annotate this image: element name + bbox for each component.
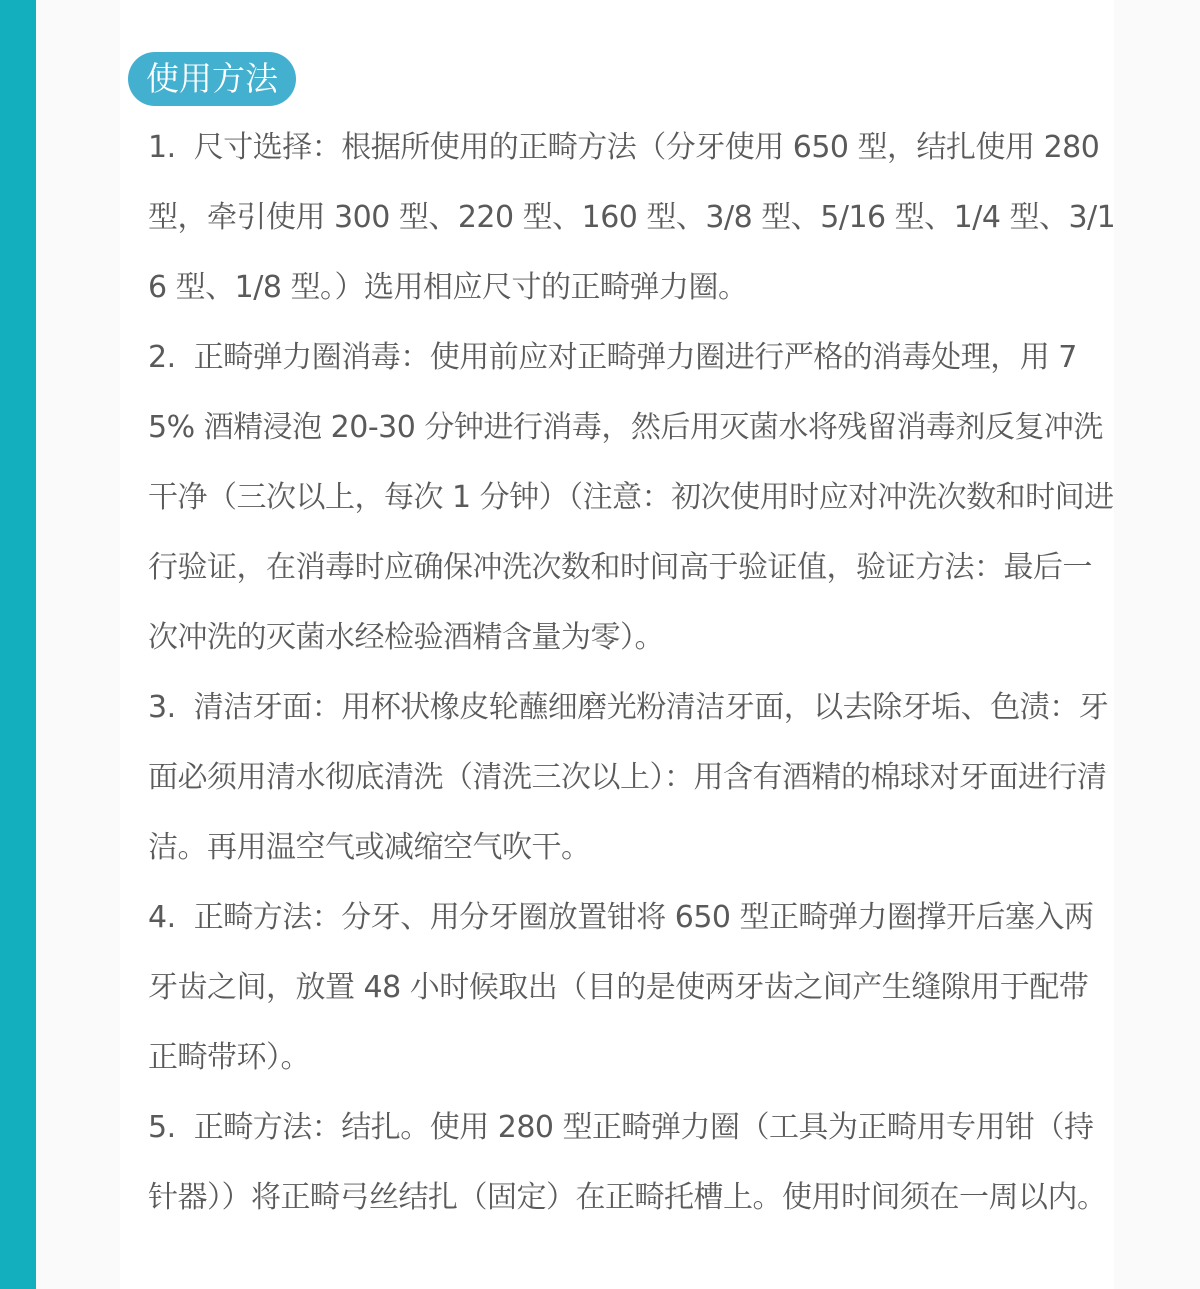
step-text: 正畸方法：结扎。使用 280 型正畸弹力圈（工具为正畸用专用钳（持针器））将正畸弓丝结扎（固定）在正畸托槽上。使用时间须在一周以内。 bbox=[148, 1110, 1107, 1215]
left-accent-strip bbox=[0, 0, 36, 1289]
section-title-badge: 使用方法 bbox=[128, 52, 296, 106]
step-2 bbox=[148, 323, 1116, 673]
steps-list bbox=[148, 113, 1116, 1233]
step-5 bbox=[148, 1093, 1116, 1233]
step-number: 2. bbox=[148, 340, 176, 375]
step-4 bbox=[148, 883, 1116, 1093]
step-number: 3. bbox=[148, 690, 176, 725]
step-number: 1. bbox=[148, 130, 176, 165]
instructions-panel bbox=[120, 0, 1114, 1289]
step-text: 正畸方法：分牙、用分牙圈放置钳将 650 型正畸弹力圈撑开后塞入两牙齿之间，放置 48 小时候取出（目的是使两牙齿之间产生缝隙用于配带正畸带环）。 bbox=[148, 900, 1094, 1075]
step-1 bbox=[148, 113, 1116, 323]
step-3 bbox=[148, 673, 1116, 883]
step-text: 尺寸选择：根据所使用的正畸方法（分牙使用 650 型，结扎使用 280 型，牵引使用 300 型、220 型、160 型、3/8 型、5/16 型、1/4 型、3/16 型、1/8 型。）选用相应尺寸的正畸弹力圈。 bbox=[148, 130, 1116, 305]
step-text: 清洁牙面：用杯状橡皮轮蘸细磨光粉清洁牙面，以去除牙垢、色渍：牙面必须用清水彻底清洗（清洗三次以上）：用含有酒精的棉球对牙面进行清洁。再用温空气或减缩空气吹干。 bbox=[148, 690, 1109, 865]
step-number: 4. bbox=[148, 900, 176, 935]
step-number: 5. bbox=[148, 1110, 176, 1145]
step-text: 正畸弹力圈消毒：使用前应对正畸弹力圈进行严格的消毒处理，用 75% 酒精浸泡 20-30 分钟进行消毒，然后用灭菌水将残留消毒剂反复冲洗干净（三次以上，每次 1 分钟）（注意：初次使用时应对冲洗次数和时间进行验证，在消毒时应确保冲洗次数和时间高于验证值，验证方法：最后一次冲洗的灭菌水经检验酒精含量为零）。 bbox=[148, 340, 1114, 655]
